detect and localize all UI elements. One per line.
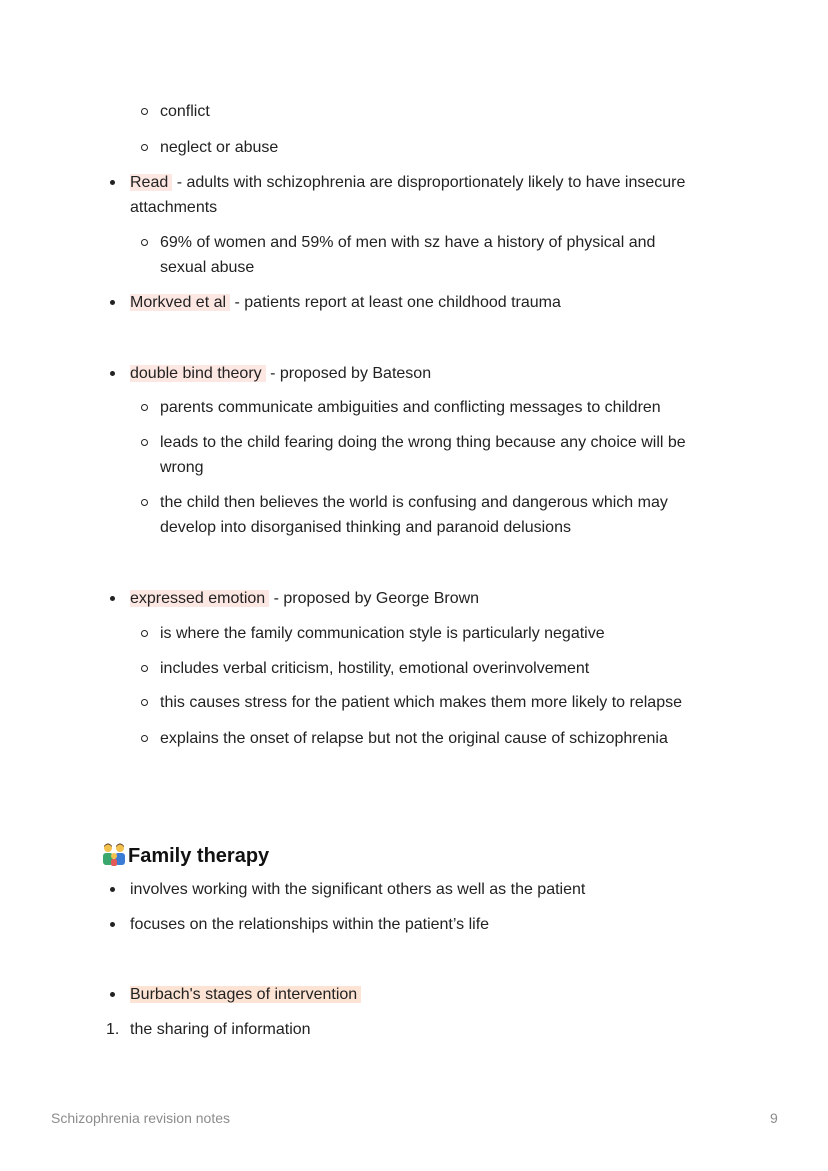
list-item: involves working with the significant others as well as the patient	[130, 877, 585, 902]
list-number: 1.	[106, 1021, 120, 1038]
bullet-icon	[110, 300, 115, 305]
hollow-bullet-icon	[141, 439, 148, 446]
bullet-icon	[110, 596, 115, 601]
list-item-continuation: develop into disorganised thinking and paranoid delusions	[160, 519, 571, 536]
hollow-bullet-icon	[141, 499, 148, 506]
bullet-icon	[110, 922, 115, 927]
section-heading-family-therapy: Family therapy	[101, 842, 269, 873]
list-item: focuses on the relationships within the patient’s life	[130, 912, 489, 937]
bullet-icon	[110, 180, 115, 185]
hollow-bullet-icon	[141, 699, 148, 706]
list-item-expressed-emotion: expressed emotion - proposed by George Brown	[130, 586, 479, 611]
list-item-continuation: sexual abuse	[160, 259, 255, 276]
list-item: explains the onset of relapse but not the original cause of schizophrenia	[160, 726, 668, 751]
highlight-term: Read	[130, 174, 172, 191]
list-item: leads to the child fearing doing the wrong thing because any choice will be	[160, 430, 686, 455]
list-item-continuation: wrong	[160, 459, 204, 476]
hollow-bullet-icon	[141, 108, 148, 115]
list-item: conflict	[160, 99, 210, 124]
list-item: the child then believes the world is confusing and dangerous which may	[160, 490, 668, 515]
highlight-term: Burbach's stages of intervention	[130, 986, 361, 1003]
hollow-bullet-icon	[141, 404, 148, 411]
list-item: 69% of women and 59% of men with sz have a history of physical and	[160, 230, 655, 255]
family-icon	[101, 842, 127, 873]
hollow-bullet-icon	[141, 144, 148, 151]
list-item-burbach	[130, 982, 361, 1007]
page-number: 9	[770, 1110, 778, 1126]
list-item-double-bind: double bind theory - proposed by Bateson	[130, 361, 431, 386]
hollow-bullet-icon	[141, 735, 148, 742]
highlight-term: expressed emotion	[130, 590, 269, 607]
list-item: neglect or abuse	[160, 135, 278, 160]
list-item: this causes stress for the patient which makes them more likely to relapse	[160, 690, 682, 715]
highlight-term: double bind theory	[130, 365, 266, 382]
bullet-icon	[110, 992, 115, 997]
list-item: parents communicate ambiguities and conflicting messages to children	[160, 395, 661, 420]
list-item: includes verbal criticism, hostility, emotional overinvolvement	[160, 656, 589, 681]
numbered-item: 1. the sharing of information	[130, 1017, 311, 1042]
list-item-morkved: Morkved et al - patients report at least one childhood trauma	[130, 290, 561, 315]
bullet-icon	[110, 371, 115, 376]
hollow-bullet-icon	[141, 630, 148, 637]
footer-title: Schizophrenia revision notes	[51, 1110, 230, 1126]
list-item-continuation: attachments	[130, 199, 218, 216]
bullet-icon	[110, 887, 115, 892]
hollow-bullet-icon	[141, 239, 148, 246]
list-item-read: Read - adults with schizophrenia are disproportionately likely to have insecure	[130, 170, 685, 195]
list-item: is where the family communication style is particularly negative	[160, 621, 605, 646]
highlight-term: Morkved et al	[130, 294, 230, 311]
hollow-bullet-icon	[141, 665, 148, 672]
